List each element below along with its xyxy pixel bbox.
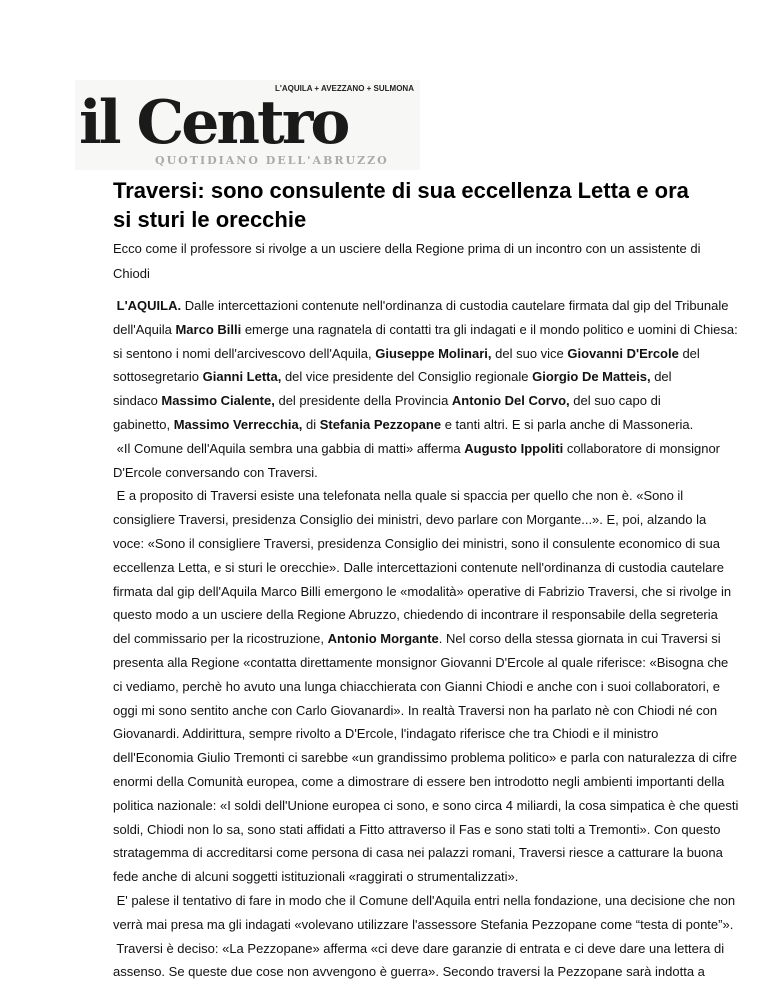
text-segment: del [678,345,700,361]
bold-name: Antonio Del Corvo, [451,393,570,409]
text-segment: voce: «Sono il consigliere Traversi, presidenza Consiglio dei ministri, sono il consulente economico di sua [113,535,720,551]
article-line [113,746,738,770]
bold-name: Antonio Morgante [327,631,439,647]
text-segment: del suo capo di [569,393,661,409]
article-line [113,675,738,699]
subtitle-line: Chiodi [113,266,150,281]
article-line [113,794,738,818]
article-line [113,532,738,556]
logo-name: il Centro [79,88,348,158]
article-line [113,960,738,984]
bold-name: Massimo Verrecchia, [173,416,303,432]
text-segment: dell'Economia Giulio Tremonti ci sarebbe «un grandissimo problema politico» e parla con naturalezza di cifre [113,750,737,766]
article-line [113,889,738,913]
text-segment: Dalle intercettazioni contenute nell'ordinanza di custodia cautelare firmata dal gip del Tribunale [181,298,729,313]
article-line [113,389,738,413]
text-segment: eccellenza Letta, e si sturi le orecchie». Dalle intercettazioni contenute nell'ordinanza di custodia cautelare [113,559,724,575]
article-line [113,342,738,366]
text-segment: consigliere Traversi, presidenza Consiglio dei ministri, devo parlare con Morgante...». E, poi, alzando la [113,512,707,528]
article-line [113,413,738,437]
article-subtitle [113,236,700,286]
text-segment: ci vediamo, perchè ho avuto una lunga chiacchierata con Gianni Chiodi e anche con i suoi collaboratori, e [113,678,721,694]
bold-name: Giorgio De Matteis, [532,369,651,385]
text-segment: presenta alla Regione «contatta direttamente monsignor Giovanni D'Ercole al quale riferisce: «Bisogna che [113,654,729,670]
bold-name: Giovanni D'Ercole [567,345,679,361]
text-segment: si sentono i nomi dell'arcivescovo dell'Aquila, [113,345,376,361]
text-segment: Traversi è deciso: «La Pezzopane» afferma «ci deve dare garanzie di entrata e ci deve dare una lettera di [113,940,725,956]
text-segment: E' palese il tentativo di fare in modo che il Comune dell'Aquila entri nella fondazione, una decisione che non [113,892,736,908]
text-segment: oggi mi sono sentito anche con Carlo Giovanardi». In realtà Traversi non ha parlato nè con Chiodi né con [113,702,718,718]
text-segment: verrà mai presa ma gli indagati «volevano utilizzare l'assessore Stefania Pezzopane come “testa di ponte”». [113,916,734,932]
article-line [113,556,738,580]
text-segment: firmata dal gip dell'Aquila Marco Billi emergono le «modalità» operative di Fabrizio Traversi, che si rivolge in [113,583,732,599]
article-line [113,651,738,675]
bold-name: L'AQUILA. [116,298,182,313]
text-segment: del suo vice [491,345,568,361]
text-segment: fede anche di alcuni soggetti istituzionali «raggirati o strumentalizzati». [113,869,519,885]
text-segment: Giovanardi. Addirittura, sempre rivolto a D'Ercole, l'indagato riferisce che tra Chiodi e il ministro [113,726,659,742]
text-segment: «Il Comune dell'Aquila sembra una gabbia di matti» afferma [113,440,465,456]
logo-tagline: QUOTIDIANO DELL'ABRUZZO [155,154,389,167]
text-segment: soldi, Chiodi non lo sa, sono stati affidati a Fitto attraverso il Fas e sono stati tolti a Tremonti». Con questo [113,821,721,837]
text-segment: questo modo a un usciere della Regione Abruzzo, chiedendo di incontrare il responsabile della segreteria [113,607,718,623]
article-line [113,461,738,485]
logo-cities: L'AQUILA + AVEZZANO + SULMONA [275,84,414,93]
text-segment: del [650,369,672,385]
article-line [113,580,738,604]
text-segment: sottosegretario [113,369,203,385]
bold-name: Augusto Ippoliti [464,440,564,456]
text-segment: D'Ercole conversando con Traversi. [113,464,318,480]
article-line [113,318,738,342]
article-line [113,865,738,889]
article-line [113,294,738,318]
article-line [113,770,738,794]
text-segment: del presidente della Provincia [274,393,452,409]
title-line: Traversi: sono consulente di sua eccellenza Letta e ora [113,178,689,203]
text-segment: collaboratore di monsignor [563,440,721,456]
article-line [113,818,738,842]
article-line [113,913,738,937]
article-line [113,484,738,508]
article-line [113,437,738,461]
text-segment: E a proposito di Traversi esiste una telefonata nella quale si spaccia per quello che non è. «Sono il [113,488,684,504]
bold-name: Marco Billi [175,321,242,337]
text-segment: sindaco [113,393,162,409]
bold-name: Gianni Letta, [202,369,282,385]
bold-name: Massimo Cialente, [161,393,275,409]
bold-name: Stefania Pezzopane [319,416,442,432]
newspaper-logo [75,80,420,170]
text-segment: politica nazionale: «I soldi dell'Unione europea ci sono, e sono circa 4 miliardi, la cosa simpatica è che questi [113,797,739,813]
article-body [113,294,738,984]
title-line: si sturi le orecchie [113,207,307,232]
text-segment: stratagemma di accreditarsi come persona di casa nei palazzi romani, Traversi riesce a catturare la buona [113,845,723,861]
text-segment: gabinetto, [113,416,174,432]
article-line [113,508,738,532]
text-segment: del commissario per la ricostruzione, [113,631,328,647]
article-line [113,937,738,961]
text-segment: emerge una ragnatela di contatti tra gli indagati e il mondo politico e uomini di Chiesa: [241,321,738,337]
text-segment: dell'Aquila [113,321,176,337]
text-segment: . Nel corso della stessa giornata in cui Traversi si [438,631,721,647]
text-segment: enormi della Comunità europea, come a dimostrare di essere ben introdotto negli ambienti importanti della [113,773,725,789]
article-line [113,722,738,746]
subtitle-line: Ecco come il professore si rivolge a un usciere della Regione prima di un incontro con un assistente di [113,241,701,256]
text-segment: di [302,416,320,432]
article-line [113,699,738,723]
article-line [113,603,738,627]
article-line [113,841,738,865]
text-segment: del vice presidente del Consiglio regionale [281,369,533,385]
article-line [113,627,738,651]
bold-name: Giuseppe Molinari, [375,345,492,361]
text-segment: e tanti altri. E si parla anche di Massoneria. [441,416,694,432]
article-line [113,365,738,389]
article-title [113,176,713,234]
text-segment: assenso. Se queste due cose non avvengono è guerra». Secondo traversi la Pezzopane sarà indotta a [113,964,705,980]
